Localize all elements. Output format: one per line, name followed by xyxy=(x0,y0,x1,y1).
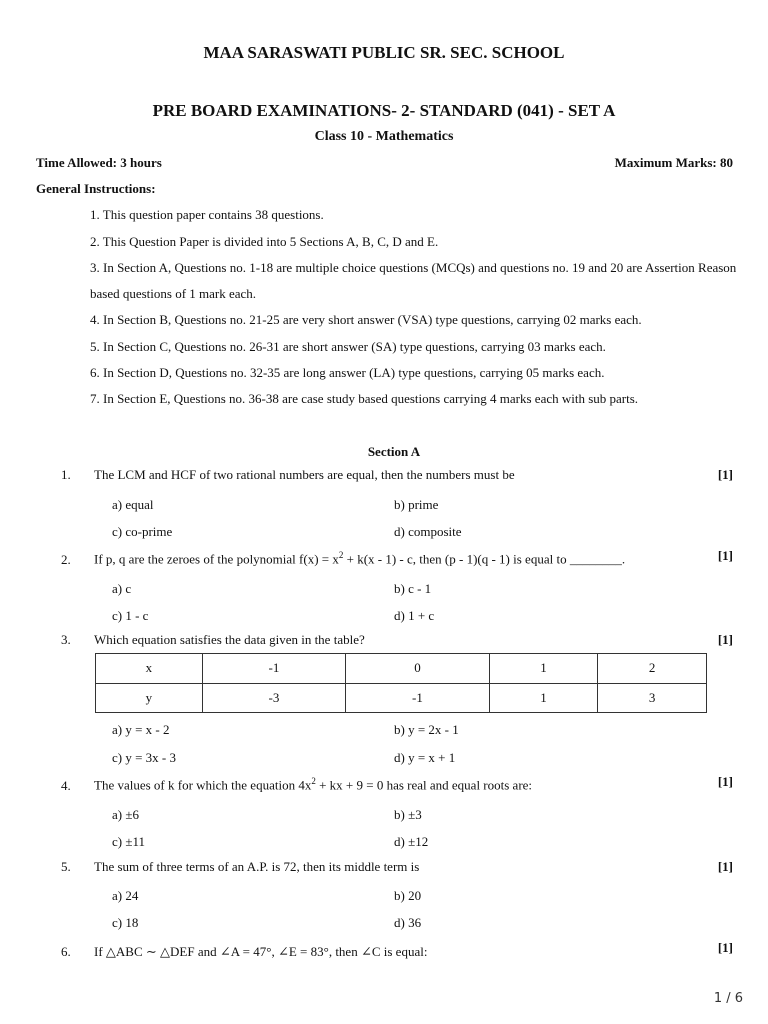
option-a: a) y = x - 2 xyxy=(112,722,170,737)
option-c: c) 1 - c xyxy=(112,608,149,623)
instruction-item: 6. In Section D, Questions no. 32-35 are long answer (LA) type questions, carrying 05 marks each. xyxy=(90,365,605,380)
table-cell: 1 xyxy=(489,654,598,684)
table-cell: -1 xyxy=(202,654,346,684)
question-marks: [1] xyxy=(717,632,733,647)
option-d: d) 36 xyxy=(394,915,422,930)
option-a: a) 24 xyxy=(112,888,139,903)
exam-title: PRE BOARD EXAMINATIONS- 2- STANDARD (041) - SET A xyxy=(152,101,616,120)
instruction-item: 3. In Section A, Questions no. 1-18 are multiple choice questions (MCQs) and questions no. 19 and 20 are Assertion Reason based questions of 1 mark each. xyxy=(90,260,737,301)
question-text: Which equation satisfies the data given in the table? xyxy=(94,632,365,647)
option-d: d) composite xyxy=(394,524,462,539)
option-d: d) 1 + c xyxy=(394,608,435,623)
school-name: MAA SARASWATI PUBLIC SR. SEC. SCHOOL xyxy=(203,43,565,62)
time-allowed: Time Allowed: 3 hours xyxy=(36,155,162,170)
option-c: c) y = 3x - 3 xyxy=(112,750,177,765)
question-text: The sum of three terms of an A.P. is 72, then its middle term is xyxy=(94,859,420,874)
instruction-item: 2. This Question Paper is divided into 5 Sections A, B, C, D and E. xyxy=(90,234,439,249)
question-marks: [1] xyxy=(717,467,733,482)
table-cell: 1 xyxy=(489,683,598,713)
instruction-item: 1. This question paper contains 38 questions. xyxy=(90,207,324,222)
table-cell: 2 xyxy=(598,654,707,684)
instruction-item: 4. In Section B, Questions no. 21-25 are very short answer (VSA) type questions, carrying 02 marks each. xyxy=(90,312,642,327)
table-cell: -3 xyxy=(202,683,346,713)
option-c: c) ±11 xyxy=(112,834,146,849)
question-number: 2. xyxy=(61,552,71,567)
maximum-marks: Maximum Marks: 80 xyxy=(614,155,733,170)
table-row xyxy=(96,683,707,713)
option-c: c) co-prime xyxy=(112,524,173,539)
option-a: a) ±6 xyxy=(112,807,139,822)
question-marks: [1] xyxy=(717,774,733,789)
question-text: The LCM and HCF of two rational numbers are equal, then the numbers must be xyxy=(94,467,515,482)
table-cell: x xyxy=(96,654,203,684)
class-subject: Class 10 - Mathematics xyxy=(314,129,454,144)
question-marks: [1] xyxy=(717,548,733,563)
instruction-item: 7. In Section E, Questions no. 36-38 are case study based questions carrying 4 marks each with sub parts. xyxy=(90,391,639,406)
question-number: 5. xyxy=(61,859,71,874)
option-b: b) 20 xyxy=(394,888,422,903)
question-text: If p, q are the zeroes of the polynomial $f(x) = x^2 + k(x - 1) - c$, then (p - 1)(q - 1) is equal to ________. xyxy=(94,550,626,567)
instructions-heading: General Instructions: xyxy=(36,181,156,196)
table-cell: y xyxy=(96,683,203,713)
table-cell: -1 xyxy=(346,683,490,713)
option-d: d) ±12 xyxy=(394,834,429,849)
option-b: b) c - 1 xyxy=(394,581,432,596)
question-number: 1. xyxy=(61,467,71,482)
instruction-item: 5. In Section C, Questions no. 26-31 are short answer (SA) type questions, carrying 03 marks each. xyxy=(90,339,606,354)
option-a: a) equal xyxy=(112,497,154,512)
question-text: If △ABC ∼ △DEF and ∠A = 47°, ∠E = 83°, then ∠C is equal: xyxy=(94,944,428,959)
option-b: b) y = 2x - 1 xyxy=(394,722,459,737)
option-b: b) ±3 xyxy=(394,807,422,822)
page-number: 1 / 6 xyxy=(713,991,743,1006)
table-cell: 0 xyxy=(346,654,490,684)
table-row xyxy=(96,654,707,684)
question-number: 6. xyxy=(61,944,71,959)
question-marks: [1] xyxy=(717,859,733,874)
section-title: Section A xyxy=(367,444,421,459)
question-marks: [1] xyxy=(717,940,733,955)
question-number: 4. xyxy=(61,778,71,793)
question-number: 3. xyxy=(61,632,71,647)
table-cell: 3 xyxy=(598,683,707,713)
option-b: b) prime xyxy=(394,497,439,512)
option-a: a) c xyxy=(112,581,132,596)
data-table xyxy=(95,653,707,713)
question-text: The values of k for which the equation $4x^2$ + kx + 9 = 0 has real and equal roots are: xyxy=(94,776,533,793)
option-c: c) 18 xyxy=(112,915,139,930)
option-d: d) y = x + 1 xyxy=(394,750,456,765)
